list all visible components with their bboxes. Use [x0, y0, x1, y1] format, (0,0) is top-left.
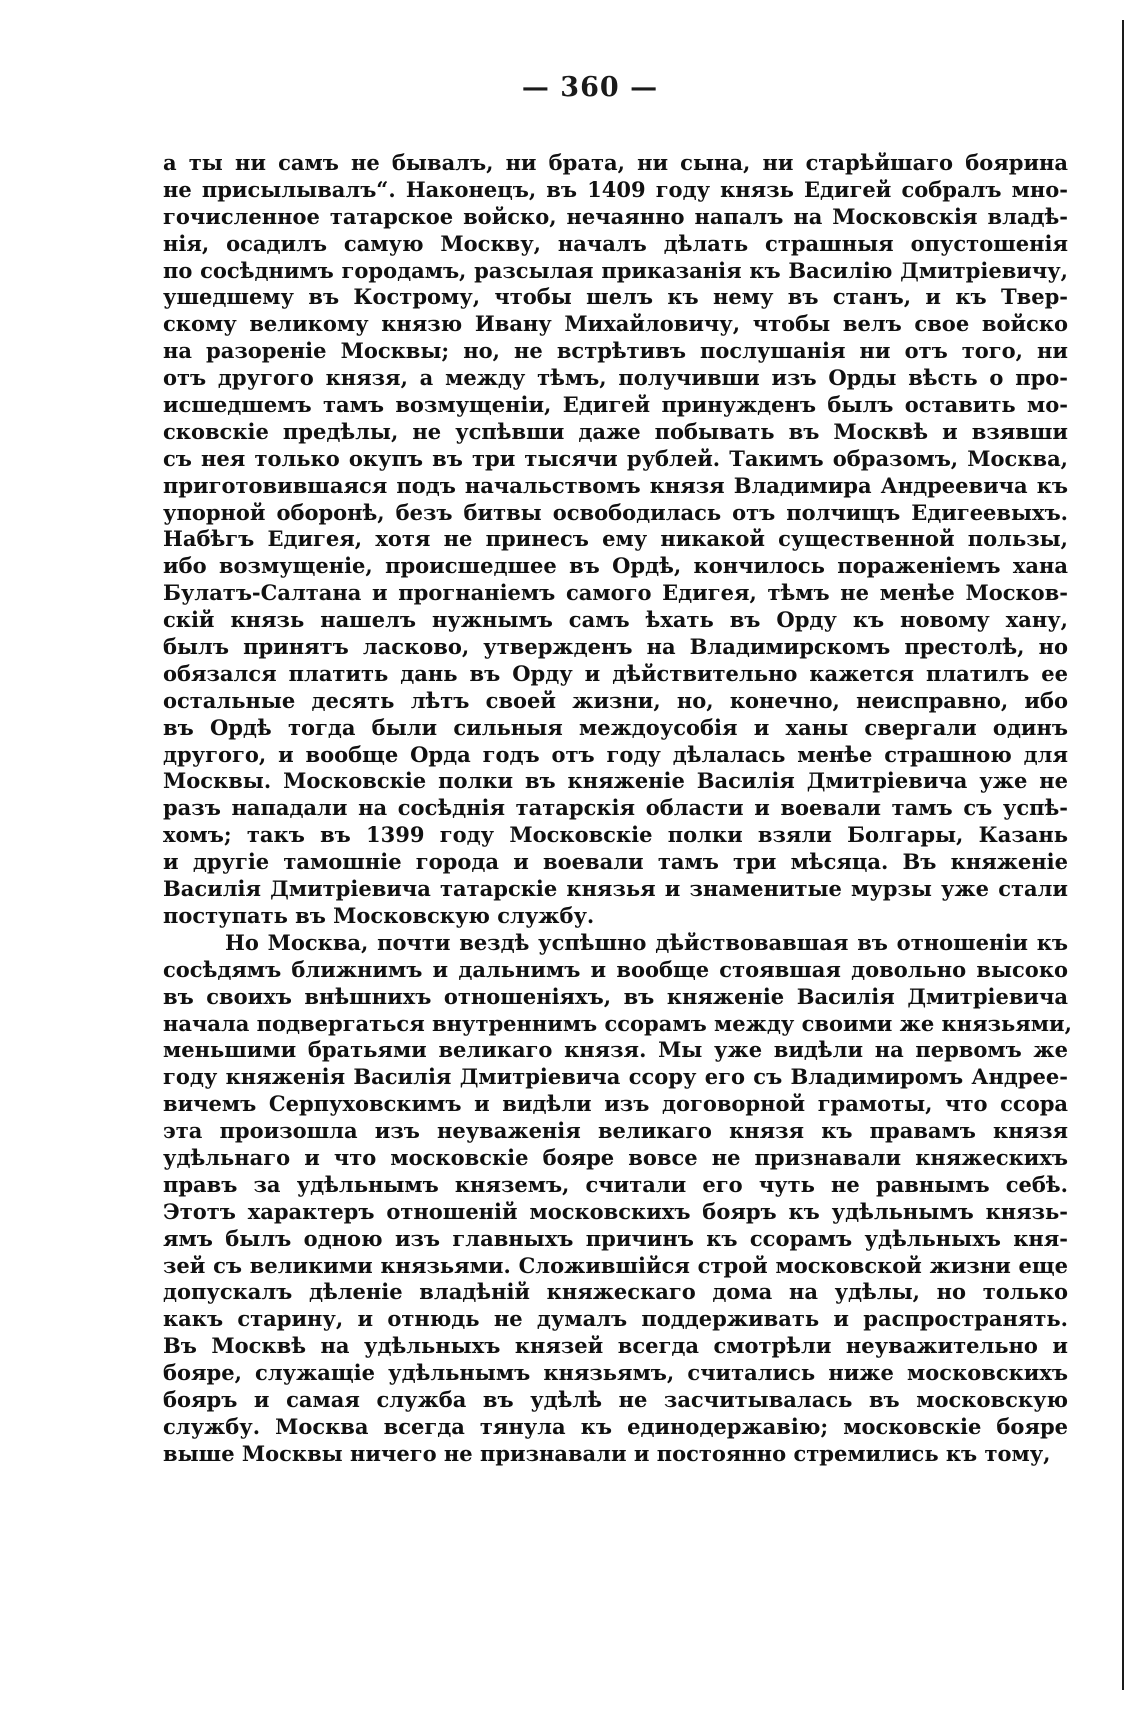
text-line: ямъ былъ одною изъ главныхъ причинъ къ ссорамъ удѣльныхъ кня-: [163, 1225, 1068, 1251]
text-line: Но Москва, почти вездѣ успѣшно дѣйствовавшая въ отношеніи къ: [225, 929, 1068, 955]
text-line: сковскіе предѣлы, не успѣвши даже побывать въ Москвѣ и взявши: [163, 418, 1068, 444]
text-line: Набѣгъ Едигея, хотя не принесъ ему никакой существенной пользы,: [163, 526, 1068, 552]
text-line: эта произошла изъ неуваженія великаго князя къ правамъ князя: [163, 1118, 1068, 1144]
text-line: году княженія Василія Дмитріевича ссору его съ Владимиромъ Андрее-: [163, 1064, 1068, 1090]
text-line: какъ старину, и отнюдь не думалъ поддерживать и распространять.: [163, 1306, 1068, 1332]
text-line: нія, осадилъ самую Москву, началъ дѣлать страшныя опустошенія: [163, 230, 1068, 256]
text-line: начала подвергаться внутреннимъ ссорамъ между своими же князьями,: [163, 1010, 1072, 1036]
text-line: Въ Москвѣ на удѣльныхъ князей всегда смотрѣли неуважительно и: [163, 1333, 1068, 1359]
paragraph-2: [163, 929, 1072, 1468]
text-line: службу. Москва всегда тянула къ единодержавію; московскіе бояре: [163, 1413, 1068, 1439]
text-line: исшедшемъ тамъ возмущеніи, Едигей принужденъ былъ оставить мо-: [163, 392, 1068, 418]
paragraph-1: [163, 150, 1068, 930]
text-line: Этотъ характеръ отношеній московскихъ бояръ къ удѣльнымъ князь-: [163, 1198, 1068, 1224]
body-text: [163, 150, 1072, 1468]
text-line: меньшими братьями великаго князя. Мы уже видѣли на первомъ же: [163, 1037, 1068, 1063]
page-edge-divider: [1122, 20, 1124, 1690]
text-line: другого, и вообще Орда годъ отъ году дѣлалась менѣе страшною для: [163, 741, 1068, 767]
text-line: бояръ и самая служба въ удѣлѣ не засчитывалась въ московскую: [163, 1386, 1068, 1412]
text-line: ушедшему въ Кострому, чтобы шелъ къ нему въ станъ, и къ Твер-: [163, 284, 1068, 310]
text-line: выше Москвы ничего не признавали и постоянно стремились къ тому,: [163, 1440, 1051, 1466]
page-number: — 360 —: [521, 72, 659, 103]
text-line: Москвы. Московскіе полки въ княженіе Василія Дмитріевича уже не: [163, 768, 1068, 794]
text-line: приготовившаяся подъ начальствомъ князя Владимира Андреевича къ: [163, 472, 1068, 498]
text-line: Булатъ-Салтана и прогнаніемъ самого Едигея, тѣмъ не менѣе Москов-: [163, 580, 1068, 606]
text-line: вичемъ Серпуховскимъ и видѣли изъ договорной грамоты, что ссора: [163, 1091, 1068, 1117]
text-line: въ своихъ внѣшнихъ отношеніяхъ, въ княженіе Василія Дмитріевича: [163, 983, 1068, 1009]
text-line: былъ принятъ ласково, утвержденъ на Владимирскомъ престолѣ, но: [163, 634, 1068, 660]
text-line: ибо возмущеніе, происшедшее въ Ордѣ, кончилось пораженіемъ хана: [163, 553, 1068, 579]
text-line: хомъ; такъ въ 1399 году Московскіе полки взяли Болгары, Казань: [163, 822, 1068, 848]
text-line: зей съ великими князьями. Сложившійся строй московской жизни еще: [163, 1252, 1068, 1278]
text-line: упорной оборонѣ, безъ битвы освободилась отъ полчищъ Едигеевыхъ.: [163, 499, 1068, 525]
text-line: Василія Дмитріевича татарскіе князья и знаменитые мурзы уже стали: [163, 876, 1068, 902]
text-line: удѣльнаго и что московскіе бояре вовсе не признавали княжескихъ: [163, 1144, 1068, 1170]
text-line: не присылывалъ“. Наконецъ, въ 1409 году князь Едигей собралъ мно-: [163, 176, 1068, 202]
text-line: на разореніе Москвы; но, не встрѣтивъ послушанія ни отъ того, ни: [163, 338, 1068, 364]
text-line: съ нея только окупъ въ три тысячи рублей. Такимъ образомъ, Москва,: [163, 445, 1068, 471]
text-line: скій князь нашелъ нужнымъ самъ ѣхать въ Орду къ новому хану,: [163, 607, 1068, 633]
text-line: гочисленное татарское войско, нечаянно напалъ на Московскія владѣ-: [163, 203, 1068, 229]
text-line: и другіе тамошніе города и воевали тамъ три мѣсяца. Въ княженіе: [163, 849, 1068, 875]
text-line: разъ нападали на сосѣднія татарскія области и воевали тамъ съ успѣ-: [163, 795, 1068, 821]
text-line: скому великому князю Ивану Михайловичу, чтобы велъ свое войско: [163, 311, 1068, 337]
text-line: допускалъ дѣленіе владѣній княжескаго дома на удѣлы, но только: [163, 1279, 1068, 1305]
text-line: а ты ни самъ не бывалъ, ни брата, ни сына, ни старѣйшаго боярина: [163, 150, 1068, 175]
text-line: обязался платить дань въ Орду и дѣйствительно кажется платилъ ее: [163, 660, 1068, 686]
text-line: въ Ордѣ тогда были сильныя междоусобія и ханы свергали одинъ: [163, 714, 1068, 740]
text-line: правъ за удѣльнымъ княземъ, считали его чуть не равнымъ себѣ.: [163, 1171, 1068, 1197]
text-line: сосѣдямъ ближнимъ и дальнимъ и вообще стоявшая довольно высоко: [163, 956, 1068, 982]
text-line: поступать въ Московскую службу.: [163, 902, 595, 928]
text-line: бояре, служащіе удѣльнымъ князьямъ, считались ниже московскихъ: [163, 1360, 1068, 1386]
text-line: остальные десять лѣтъ своей жизни, но, конечно, неисправно, ибо: [163, 687, 1068, 713]
text-line: отъ другого князя, а между тѣмъ, получивши изъ Орды вѣсть о про-: [163, 365, 1068, 391]
text-line: по сосѣднимъ городамъ, разсылая приказанія къ Василію Дмитріевичу,: [163, 257, 1068, 283]
